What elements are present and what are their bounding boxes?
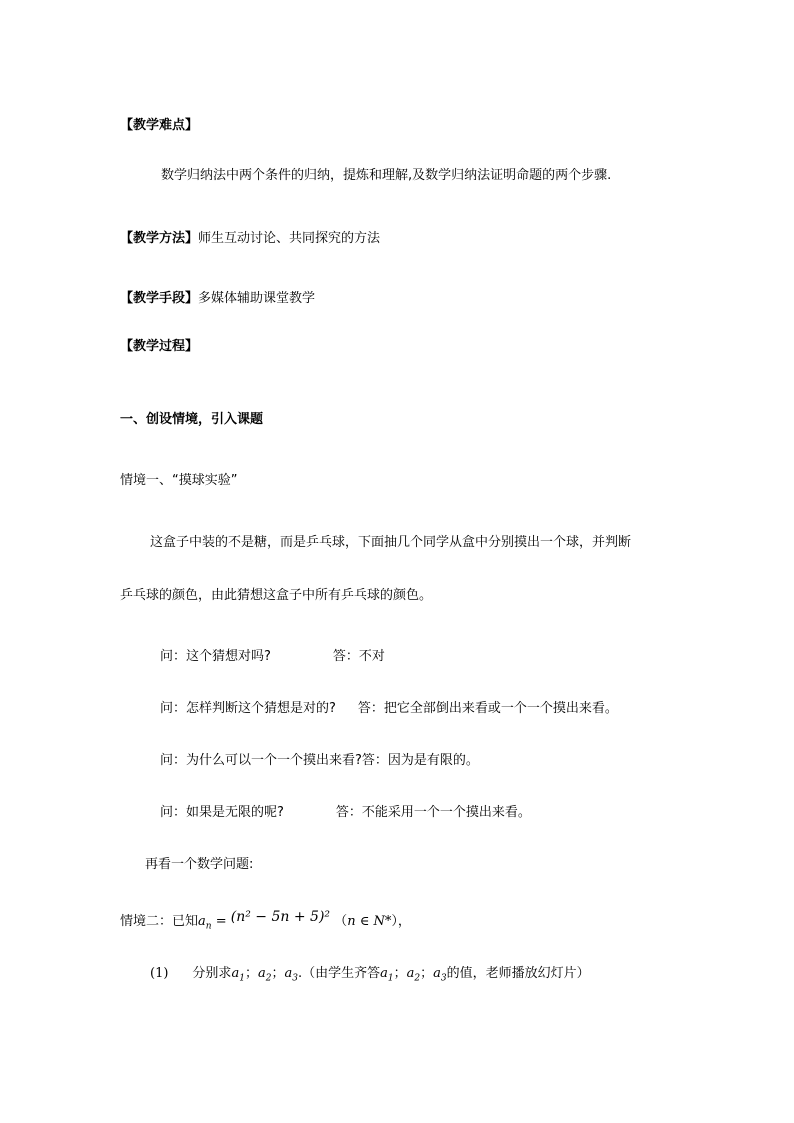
condition-open: （ — [334, 914, 348, 929]
heading-method: 【教学方法】 — [120, 231, 199, 246]
term-a2: $a_2$ — [257, 966, 272, 984]
heading-process — [120, 338, 198, 356]
answer-text: 答：把它全部倒出来看或一个一个摸出来看。 — [357, 701, 618, 716]
section-1-title: 一、创设情境，引入课题 — [120, 412, 264, 427]
heading-process-label: 【教学过程】 — [120, 339, 199, 354]
answer-text: 答：因为是有限的。 — [361, 753, 479, 768]
formula: (n² − 5n + 5)² — [230, 909, 331, 925]
item-text: 分别求 — [192, 966, 232, 981]
item-number: (1) — [150, 966, 169, 981]
question-text: 问：为什么可以一个一个摸出来看? — [160, 753, 362, 768]
difficulty-text: 数学归纳法中两个条件的归纳，提炼和理解,及数学归纳法证明命题的两个步骤. — [161, 168, 612, 183]
question-text: 问：怎样判断这个猜想是对的? — [160, 701, 336, 716]
scene-2-prefix: 情境二：已知 — [120, 914, 199, 929]
answer-text: 答：不能采用一个一个摸出来看。 — [335, 805, 531, 820]
qa-row — [160, 648, 385, 666]
term-a1: $a_1$ — [380, 966, 394, 984]
scene-1-para-line2: 乒乓球的颜色，由此猜想这盒子中所有乒乓球的颜色。 — [120, 588, 433, 603]
scene-2-line — [120, 910, 411, 938]
scene-1-title: 情境一、“摸球实验” — [120, 473, 238, 488]
heading-means: 【教学手段】 — [120, 291, 199, 306]
means-line — [120, 290, 315, 308]
equals-sign: = — [215, 914, 227, 929]
separator: ； — [420, 966, 434, 981]
look-again: 再看一个数学问题: — [145, 857, 254, 872]
separator: ； — [244, 966, 258, 981]
term-a2: $a_2$ — [406, 966, 421, 984]
term-a3: $a_3$ — [433, 966, 447, 984]
term-a1: $a_1$ — [231, 966, 245, 984]
method-text: 师生互动讨论、共同探究的方法 — [198, 231, 381, 246]
term-a3: $a_3$ — [284, 966, 298, 984]
qa-row — [160, 700, 618, 718]
condition-close: ）， — [391, 914, 411, 929]
qa-row — [160, 752, 479, 770]
answer-text: 答：不对 — [332, 649, 385, 664]
sequence-term: $a_n$ — [198, 914, 212, 932]
separator: ； — [393, 966, 407, 981]
qa-row — [160, 804, 531, 822]
heading-difficulty-label: 【教学难点】 — [120, 118, 199, 133]
separator: ； — [271, 966, 285, 981]
item-text: 的值，老师播放幻灯片） — [446, 966, 590, 981]
method-line — [120, 230, 380, 248]
means-text: 多媒体辅助课堂教学 — [198, 291, 316, 306]
question-text: 问：如果是无限的呢? — [160, 805, 284, 820]
condition: n ∈ N* — [347, 914, 392, 929]
item-text: .（由学生齐答 — [297, 966, 381, 981]
heading-difficulty — [120, 117, 198, 135]
scene-1-para-line1: 这盒子中装的不是糖，而是乒乓球，下面抽几个同学从盒中分别摸出一个球，并判断 — [150, 535, 632, 550]
question-text: 问：这个猜想对吗? — [160, 649, 271, 664]
item-1-line — [150, 963, 590, 990]
